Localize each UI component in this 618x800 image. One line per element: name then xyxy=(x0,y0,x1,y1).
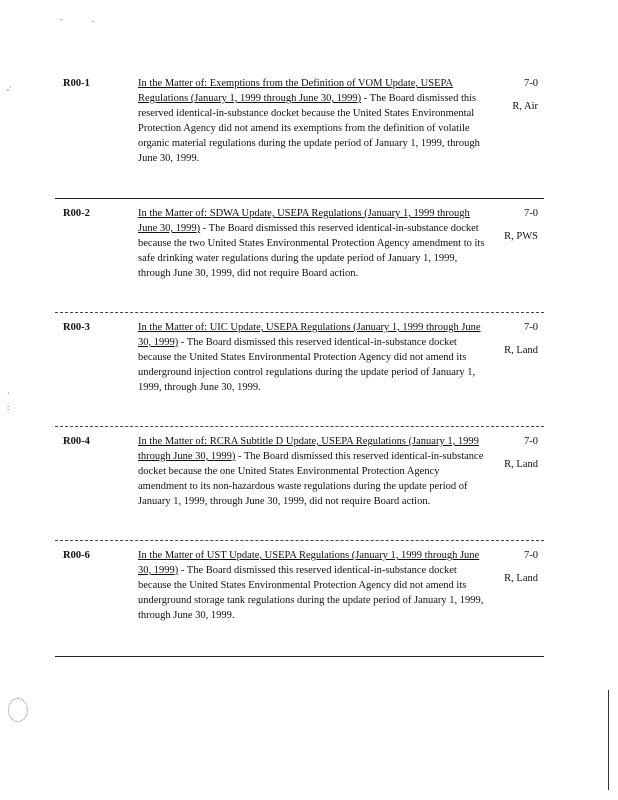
vote-count: 7-0 xyxy=(524,78,538,89)
entry-category: R, Land xyxy=(504,459,538,470)
vote-count: 7-0 xyxy=(524,322,538,333)
entry-description xyxy=(138,76,485,166)
entry-title: In the Matter of: UIC Update, USEPA Regulations (January 1, 1999 through June 30, 1999) xyxy=(138,322,481,348)
vote-column xyxy=(478,320,538,358)
entry-description xyxy=(138,206,485,281)
scan-stamp-mark xyxy=(8,698,28,722)
entry-divider xyxy=(55,540,544,541)
docket-number: R00-4 xyxy=(63,436,90,447)
scan-speck: - xyxy=(60,15,63,24)
entry-divider xyxy=(55,198,544,199)
docket-number: R00-1 xyxy=(63,78,90,89)
entry-text: - The Board dismissed this reserved identical-in-substance docket because the two United States Environmental Protection Agency amendment to its safe drinking water regulations during the update period of January 1, 1999, through June 30, 1999, did not require Board action. xyxy=(138,223,485,279)
entry-text: - The Board dismissed this reserved identical-in-substance docket because the United States Environmental Protection Agency did not amend its exemptions from the definition of volatile organic material regulations during the update period of January 1, 1999, through June 30, 1999. xyxy=(138,93,480,164)
docket-number: R00-2 xyxy=(63,208,90,219)
entry-category: R, Air xyxy=(512,101,538,112)
vote-column xyxy=(478,76,538,114)
entry-description xyxy=(138,320,485,395)
scan-speck: · xyxy=(7,389,10,398)
entry-description xyxy=(138,434,485,509)
scan-edge-line xyxy=(608,690,609,790)
docket-number: R00-6 xyxy=(63,550,90,561)
entry-text: - The Board dismissed this reserved identical-in-substance docket because the United States Environmental Protection Agency did not amend its underground injection control regulations during the update period of January 1, 1999, through June 30, 1999. xyxy=(138,337,476,393)
entry-category: R, Land xyxy=(504,345,538,356)
entry-title: In the Matter of: SDWA Update, USEPA Regulations (January 1, 1999 through June 30, 1999) xyxy=(138,208,470,234)
entry-divider xyxy=(55,426,544,427)
scan-speck: . xyxy=(92,15,94,24)
vote-column xyxy=(478,548,538,586)
entry-text: - The Board dismissed this reserved identical-in-substance docket because the one United States Environmental Protection Agency amendment to its non-hazardous waste regulations during the update period of January 1, 1999, through June 30, 1999, did not require Board action. xyxy=(138,451,484,507)
entry-title: In the Matter of: RCRA Subtitle D Update, USEPA Regulations (January 1, 1999 through June 30, 1999) xyxy=(138,436,479,462)
entry-title: In the Matter of UST Update, USEPA Regulations (January 1, 1999 through June 30, 1999) xyxy=(138,550,480,576)
vote-column xyxy=(478,206,538,244)
scan-speck: : xyxy=(7,403,10,412)
entry-title: In the Matter of: Exemptions from the Definition of VOM Update, USEPA Regulations (January 1, 1999 through June 30, 1999) xyxy=(138,78,453,104)
entry-category: R, PWS xyxy=(504,231,538,242)
vote-column xyxy=(478,434,538,472)
vote-count: 7-0 xyxy=(524,208,538,219)
entry-divider xyxy=(55,656,544,657)
scan-speck: ,· xyxy=(7,83,12,92)
entry-divider xyxy=(55,312,544,313)
docket-number: R00-3 xyxy=(63,322,90,333)
vote-count: 7-0 xyxy=(524,436,538,447)
entry-description xyxy=(138,548,485,623)
entry-text: - The Board dismissed this reserved identical-in-substance docket because the United States Environmental Protection Agency did not amend its underground storage tank regulations during the update period of January 1, 1999, through June 30, 1999. xyxy=(138,565,484,621)
entry-category: R, Land xyxy=(504,573,538,584)
vote-count: 7-0 xyxy=(524,550,538,561)
